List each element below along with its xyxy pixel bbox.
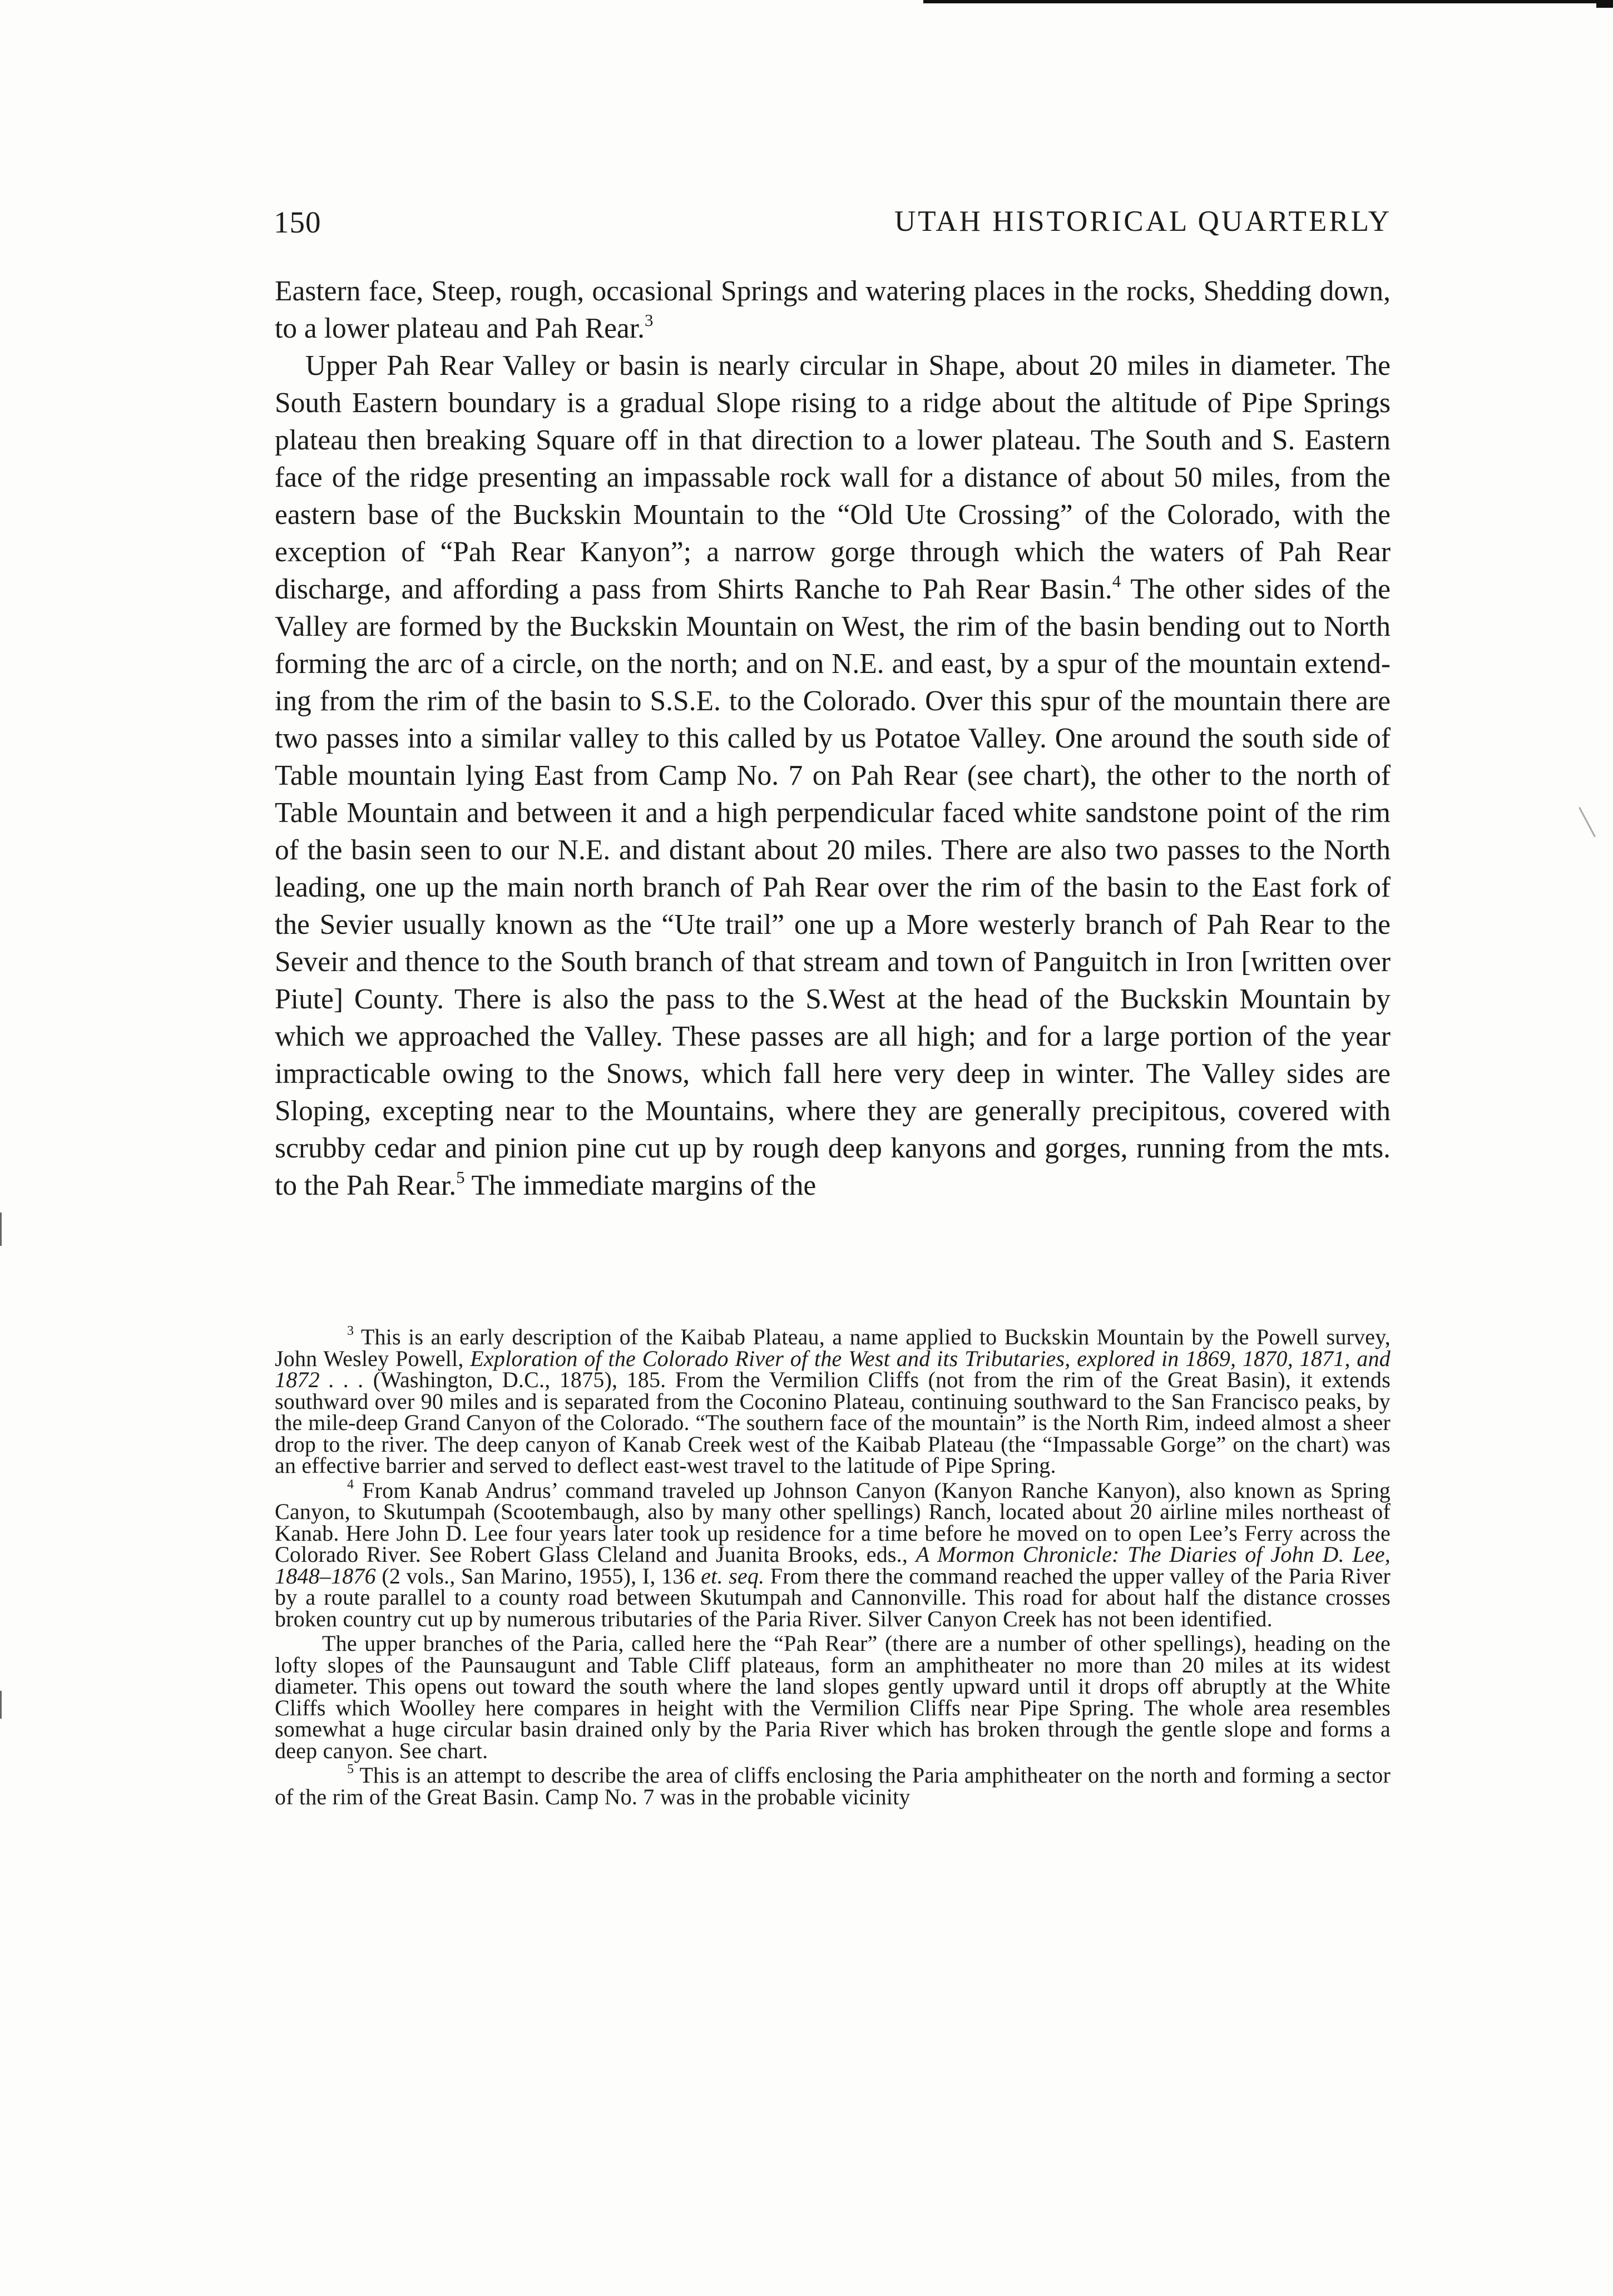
footnote-ref: 4: [1112, 571, 1121, 591]
footnote-book-title: A Mormon Chronicle: The Diaries of John D. Lee, 1848–1876: [275, 1542, 1391, 1589]
paragraph-text: The other sides of the Valley are formed by the Buckskin Mountain on West, the rim of the basin bending out to North forming the arc of a circle, on the north; and on N.E. and east, by a spur of the mountain extending from the rim of the basin to S.S.E. to the Colorado. Over this spur of the mountain there are two passes into a similar valley to this called by us Potatoe Valley. One around the south side of Table mountain lying East from Camp No. 7 on Pah Rear (see chart), the other to the north of Table Mountain and between it and a high perpendicular faced white sandstone point of the rim of the basin seen to our N.E. and distant about 20 miles. There are also two passes to the North leading, one up the main north branch of Pah Rear over the rim of the basin to the East fork of the Sevier usually known as the “Ute trail” one up a More westerly branch of Pah Rear to the Seveir and thence to the South branch of that stream and town of Panguitch in Iron [written over Piute] County. There is also the pass to the S.West at the head of the Buckskin Mountain by which we approached the Valley. These passes are all high; and for a large portion of the year impracticable owing to the Snows, which fall here very deep in winter. The Valley sides are Sloping, excepting near to the Mountains, where they are generally precipitous, covered with scrubby cedar and pinion pine cut up by rough deep kanyons and gorges, running from the mts. to the Pah Rear.: [275, 573, 1391, 1201]
footnote-ref: 5: [456, 1167, 465, 1187]
footnote-text: This is an early description of the Kaibab Plateau, a name applied to Buckskin Mountain by the Powell survey, John Wesley Powell,: [275, 1324, 1391, 1371]
page-header: [274, 205, 1392, 249]
footnote-book-title: Exploration of the Colorado River of the West and its Tributaries, explored in 1869, 1870, 1871, and 1872 . . .: [275, 1345, 1391, 1392]
footnotes: [275, 1324, 1391, 1811]
footnote-4: [275, 1477, 1391, 1631]
footnote-abbrev: et. seq.: [701, 1563, 765, 1589]
paragraph-2: [275, 347, 1391, 1204]
paragraph-1: [275, 273, 1391, 347]
footnote-text: The upper branches of the Paria, called here the “Pah Rear” (there are a number of other spellings), heading on the lofty slopes of the Paunsaugunt and Table Cliff plateaus, form an amphitheater no more than 20 miles at its widest diameter. This opens out toward the south where the land slopes gently upward until it drops off abruptly at the White Cliffs which Woolley here compares in height with the Vermilion Cliffs near Pipe Spring. The whole area resembles somewhat a huge circular basin drained only by the Paria River which has broken through the gentle slope and forms a deep canyon. See chart.: [275, 1631, 1391, 1763]
footnote-text: This is an attempt to describe the area of cliffs enclosing the Paria amphitheater on the north and forming a sector of the rim of the Great Basin. Camp No. 7 was in the probable vicinity: [275, 1763, 1391, 1809]
left-edge-mark: [0, 1213, 2, 1246]
margin-pencil-mark: [1579, 807, 1596, 837]
page-number: 150: [274, 205, 321, 239]
footnote-ref: 3: [644, 310, 654, 330]
footnote-3: [275, 1324, 1391, 1478]
left-edge-mark: [0, 1691, 2, 1719]
body-text: [275, 273, 1391, 1204]
paragraph-text: Upper Pah Rear Valley or basin is nearly circular in Shape, about 20 miles in diameter. The South Eastern boundary is a gradual Slope rising to a ridge about the altitude of Pipe Springs plateau then breaking Square off in that direction to a lower plateau. The South and S. Eastern face of the ridge presenting an impassable rock wall for a distance of about 50 miles, from the eastern base of the Buckskin Mountain to the “Old Ute Crossing” of the Colorado, with the exception of “Pah Rear Kanyon”; a narrow gorge through which the waters of Pah Rear discharge, and affording a pass from Shirts Ranche to Pah Rear Basin.: [275, 350, 1391, 605]
footnote-5: [275, 1762, 1391, 1809]
footnote-number: 5: [347, 1762, 354, 1777]
footnote-text: From Kanab Andrus’ command traveled up Johnson Canyon (Kanyon Ranche Kanyon), also known as Spring Canyon, to Skutumpah (Scootembaugh, also by many other spellings) Ranch, located about 20 airline miles northeast of Kanab. Here John D. Lee four years later took up residence for a time before he moved on to open Lee’s Ferry across the Colorado River. See Robert Glass Cleland and Juanita Brooks, eds.,: [275, 1477, 1391, 1567]
top-edge-rule: [923, 0, 1613, 3]
footnote-text: (Washington, D.C., 1875), 185. From the Vermilion Cliffs (not from the rim of the Great Basin), it extends southward over 90 miles and is separated from the Coconino Plateau, continuing southward to the San Francisco peaks, by the mile-deep Grand Canyon of the Colorado. “The southern face of the mountain” is the North Rim, indeed almost a sheer drop to the river. The deep canyon of Kanab Creek west of the Kaibab Plateau (the “Impassable Gorge” on the chart) was an effective barrier and served to deflect east-west travel to the latitude of Pipe Spring.: [275, 1367, 1391, 1478]
footnote-text: (2 vols., San Marino, 1955), I, 136: [375, 1563, 701, 1589]
running-head: UTAH HISTORICAL QUARTERLY: [894, 205, 1392, 237]
footnote-number: 4: [347, 1477, 354, 1492]
footnote-4-continued: [275, 1633, 1391, 1761]
paragraph-text: Eastern face, Steep, rough, occasional Springs and watering places in the rocks, Shedding down, to a lower plateau and Pah Rear.: [275, 275, 1391, 344]
paragraph-text: The immediate margins of the: [464, 1170, 817, 1201]
footnote-number: 3: [347, 1324, 354, 1339]
top-edge-rule-end: [1596, 0, 1613, 8]
footnote-text: From there the command reached the upper valley of the Paria River by a route parallel to a county road between Skutumpah and Cannonville. This road for about half the distance crosses broken country cut up by numerous tributaries of the Paria River. Silver Canyon Creek has not been identified.: [275, 1563, 1391, 1631]
